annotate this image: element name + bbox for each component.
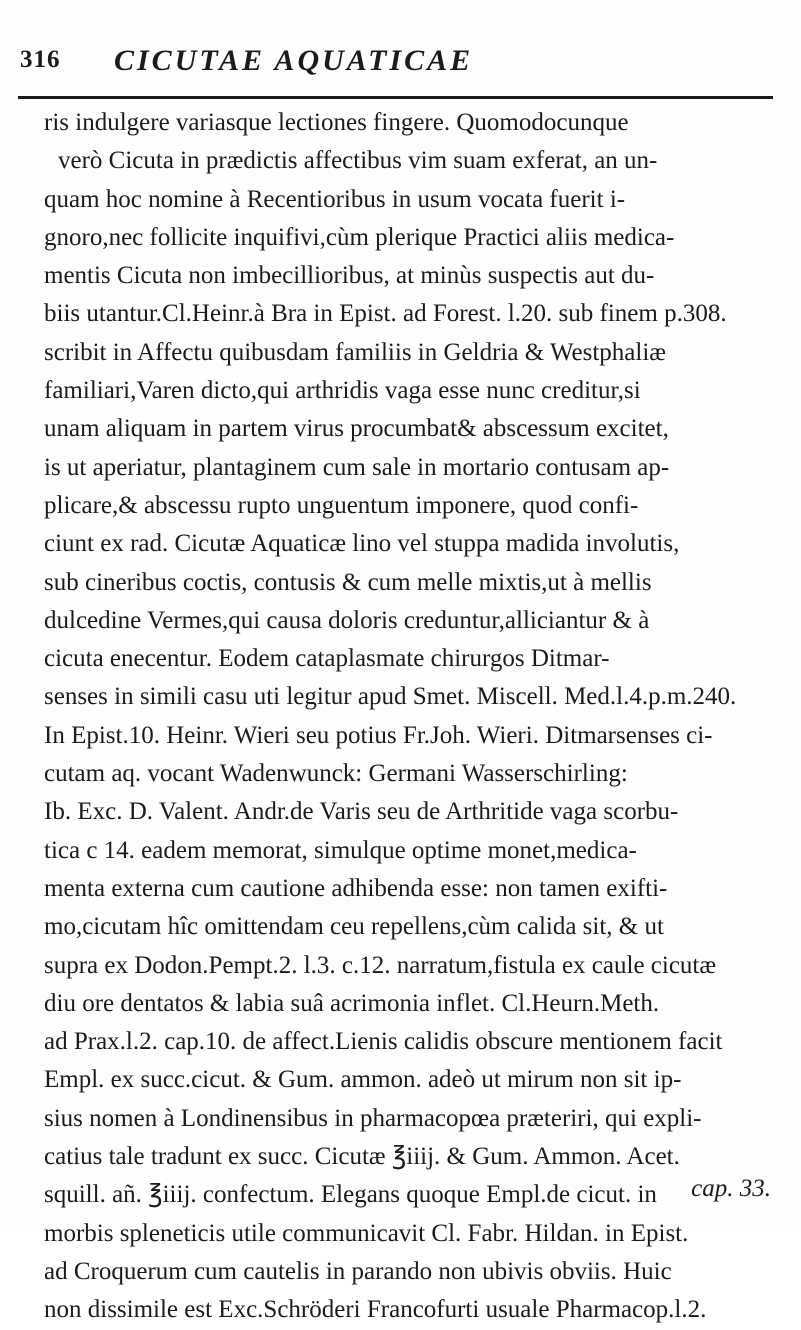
text-line: familiari,Varen dicto,qui arthridis vaga esse nunc creditur,si (44, 377, 641, 405)
text-line: ad Croquerum cum cautelis in parando non ubivis obviis. Huic (44, 1257, 672, 1285)
text-line: biis utantur.Cl.Heinr.à Bra in Epist. ad Forest. l.20. sub finem p.308. (44, 300, 727, 328)
page-header (20, 42, 790, 88)
text-line: sius nomen à Londinensibus in pharmacopœa præteriri, qui expli- (44, 1104, 702, 1132)
body-text (44, 104, 786, 1330)
running-title: CICUTAE AQUATICAE (114, 44, 474, 77)
text-line: plicare,& abscessu rupto unguentum imponere, quod confi- (44, 491, 639, 519)
text-line: morbis splenеticis utile communicavit Cl. Fabr. Hildan. in Epist. (44, 1219, 689, 1247)
text-line: cicuta enecentur. Eodem cataplasmate chirurgos Ditmar- (44, 645, 610, 673)
text-line: diu ore dentatos & labia suâ acrimonia inflet. Cl.Heurn.Meth. (44, 989, 660, 1017)
catchword: cap. 33. (691, 1175, 771, 1202)
text-line: Ib. Exc. D. Valent. Andr.de Varis seu de Arthritide vaga scorbu- (44, 798, 679, 826)
text-line: quam hoc nomine à Recentioribus in usum vocata fuerit i- (44, 185, 626, 213)
text-line: dulcedine Vermes,qui causa doloris creduntur,alliciantur & à (44, 606, 650, 634)
text-line: ad Prax.l.2. cap.10. de affect.Lienis calidis obscure mentionem facit (44, 1028, 723, 1056)
text-line: senses in simili casu uti legitur apud Smet. Miscell. Med.l.4.p.m.240. (44, 683, 737, 711)
header-rule (18, 96, 773, 99)
text-line: ris indulgere variasque lectiones fingere. Quomodocunque (44, 109, 629, 136)
text-line: cutam aq. vocant Wadenwunck: Germani Wasserschirling: (44, 760, 628, 788)
text-line: sub cineribus coctis, contusis & cum melle mixtis,ut à mellis (44, 568, 652, 596)
text-line: scribit in Affectu quibusdam familiis in Geldria & Westphaliæ (44, 338, 666, 366)
text-line: Empl. ex succ.cicut. & Gum. ammon. adeò ut mirum non sit ip- (44, 1066, 682, 1094)
text-line: In Epist.10. Heinr. Wieri seu potius Fr.Joh. Wieri. Ditmarsenses ci- (44, 721, 713, 749)
text-line: mentis Cicuta non imbecillioribus, at minùs suspectis aut du- (44, 262, 655, 290)
text-line: menta externa cum cautione adhibenda esse: non tamen exifti- (44, 874, 668, 902)
page-number: 316 (20, 46, 61, 73)
text-line: unam aliquam in partem virus procumbat& abscessum excitet, (44, 415, 669, 443)
text-line: mo,cicutam hîc omittendam ceu repellens,cùm calida sit, & ut (44, 913, 664, 941)
text-line: is ut aperiatur, plantaginem cum sale in mortario contusam ap- (44, 453, 670, 481)
text-line: ciunt ex rad. Cicutæ Aquaticæ lino vel stuppa madida involutis, (44, 530, 680, 558)
text-line: verò Cicuta in prædictis affectibus vim suam exferat, an un- (58, 147, 658, 175)
text-line: squill. añ. ℥iiij. confectum. Elegans quoque Empl.de cicut. in (44, 1181, 657, 1209)
text-line: supra ex Dodon.Pempt.2. l.3. c.12. narratum,fistula ex caule cicutæ (44, 951, 717, 979)
text-line: catius tale tradunt ex succ. Cicutæ ℥iiij. & Gum. Ammon. Acet. (44, 1143, 680, 1171)
text-line: non dissimile est Exc.Schröderi Francofurti usuale Pharmacop.l.2. (44, 1296, 707, 1324)
text-line: tica c 14. eadem memorat, simulque optime monet,medica- (44, 836, 637, 864)
text-line: gnoro,nec follicite inquifivi,cùm plerique Practici aliis medica- (44, 223, 675, 251)
